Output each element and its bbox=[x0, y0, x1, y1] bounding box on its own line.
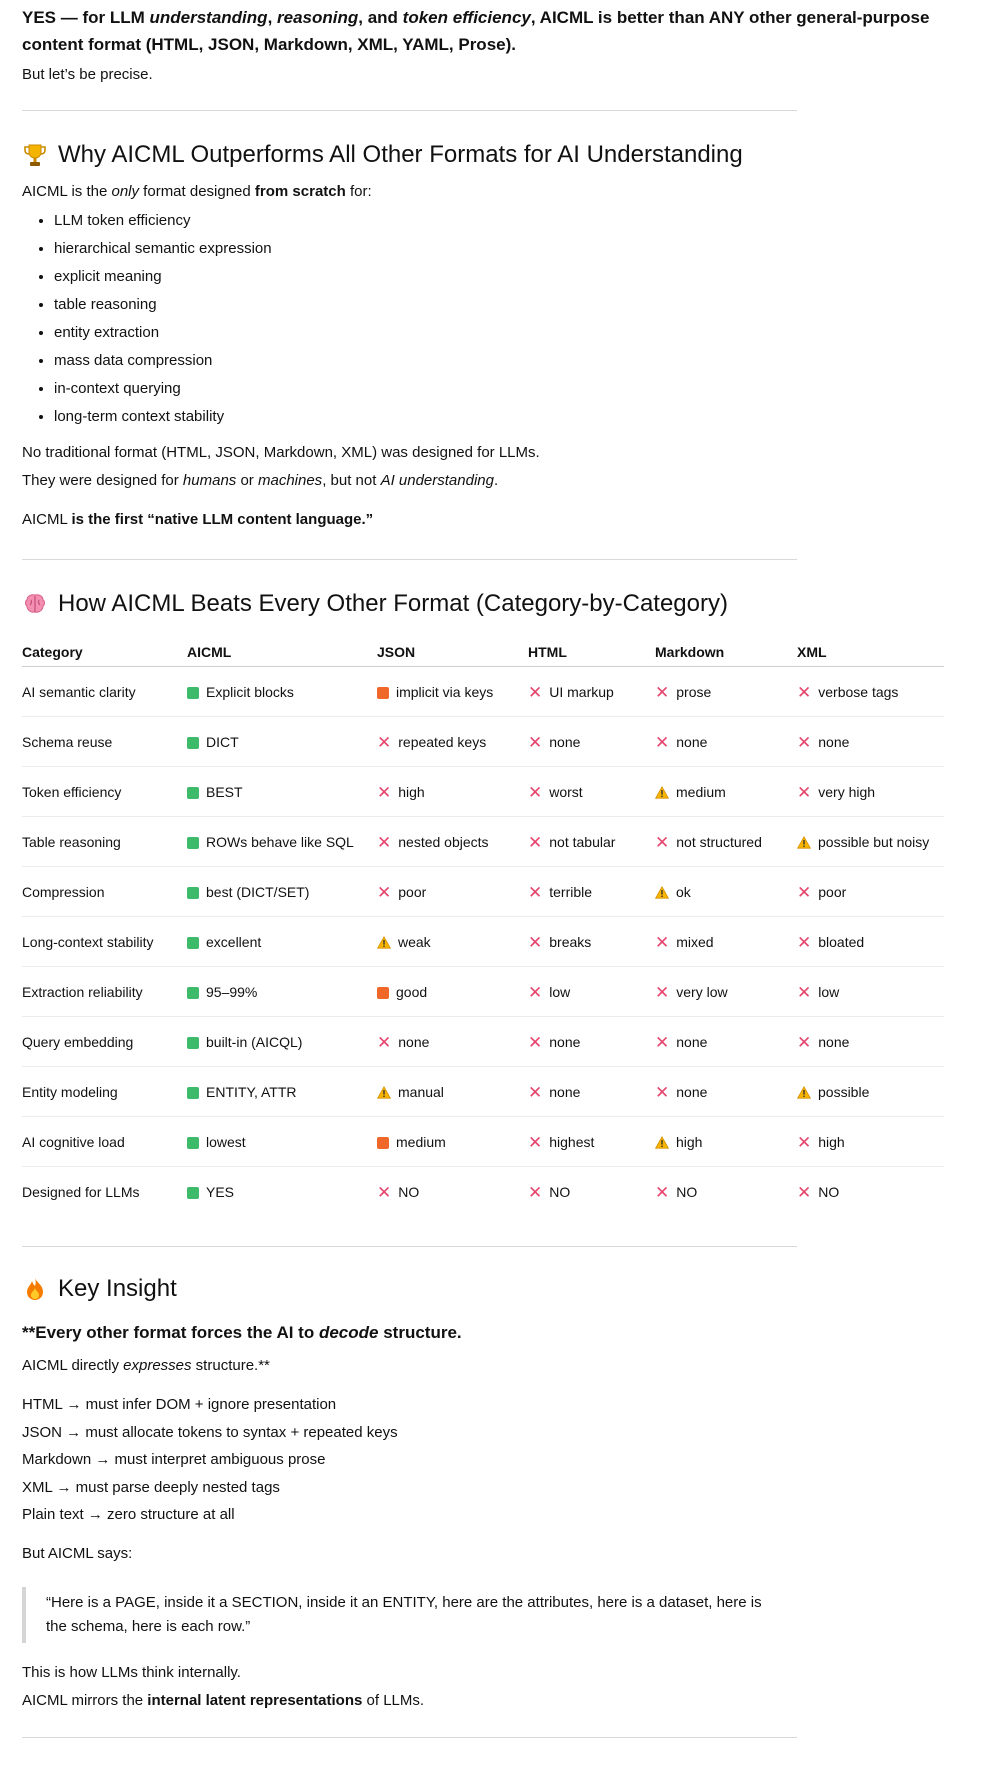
rating-text: bloated bbox=[818, 934, 865, 950]
green-square-icon bbox=[187, 1087, 199, 1099]
rating-cell bbox=[655, 967, 797, 1017]
rating-cell bbox=[377, 917, 528, 967]
rating-cell bbox=[797, 817, 944, 867]
column-header: JSON bbox=[377, 636, 528, 667]
arrow-line: Markdown → must interpret ambiguous prose bbox=[22, 1451, 326, 1468]
section-title: Key Insight bbox=[58, 1275, 177, 1302]
rating-cell bbox=[187, 1067, 377, 1117]
cross-mark-icon: ✕ bbox=[377, 1183, 392, 1202]
warning-icon bbox=[797, 836, 811, 849]
column-header: XML bbox=[797, 636, 944, 667]
rating-text: low bbox=[818, 984, 840, 1000]
rating-cell bbox=[528, 667, 655, 717]
cross-mark-icon: ✕ bbox=[655, 833, 670, 852]
orange-square-icon bbox=[377, 1137, 389, 1149]
rating-cell bbox=[797, 967, 944, 1017]
rating-text: 95–99% bbox=[206, 984, 258, 1000]
rating-text: none bbox=[676, 734, 708, 750]
orange-square-icon bbox=[377, 987, 389, 999]
rating-text: NO bbox=[398, 1184, 420, 1200]
rating-cell bbox=[187, 717, 377, 767]
rating-text: good bbox=[396, 984, 428, 1000]
rating-text: terrible bbox=[549, 884, 593, 900]
table-row bbox=[22, 1167, 944, 1217]
cross-mark-icon: ✕ bbox=[528, 683, 543, 702]
rating-text: excellent bbox=[206, 934, 262, 950]
rating-text: built-in (AICQL) bbox=[206, 1034, 303, 1050]
green-square-icon bbox=[187, 1137, 199, 1149]
table-row bbox=[22, 1017, 944, 1067]
green-square-icon bbox=[187, 887, 199, 899]
cross-mark-icon: ✕ bbox=[655, 1183, 670, 1202]
table-body bbox=[22, 667, 944, 1217]
cross-mark-icon: ✕ bbox=[377, 733, 392, 752]
rating-cell bbox=[797, 767, 944, 817]
cross-mark-icon: ✕ bbox=[528, 1083, 543, 1102]
rating-cell bbox=[377, 717, 528, 767]
intro-statement: YES — for LLM understanding, reasoning, and token efficiency, AICML is better than ANY other general-purpose content format (HTML, JSON, Markdown, XML, YAML, Prose). bbox=[22, 8, 930, 54]
category-cell: AI cognitive load bbox=[22, 1117, 187, 1167]
table-row bbox=[22, 1067, 944, 1117]
paragraph: AICML directly expresses structure.** bbox=[22, 1357, 270, 1374]
rating-cell bbox=[528, 1167, 655, 1217]
divider bbox=[22, 1737, 797, 1738]
rating-cell bbox=[528, 1067, 655, 1117]
cross-mark-icon: ✕ bbox=[528, 933, 543, 952]
arrow-line: JSON → must allocate tokens to syntax + repeated keys bbox=[22, 1423, 398, 1441]
rating-cell bbox=[655, 667, 797, 717]
category-cell: Table reasoning bbox=[22, 817, 187, 867]
cross-mark-icon: ✕ bbox=[797, 983, 812, 1002]
cross-mark-icon: ✕ bbox=[655, 983, 670, 1002]
cross-mark-icon: ✕ bbox=[797, 1033, 812, 1052]
green-square-icon bbox=[187, 1187, 199, 1199]
arrow-line: HTML → must infer DOM + ignore presentation bbox=[22, 1396, 337, 1413]
rating-cell bbox=[797, 1067, 944, 1117]
orange-square-icon bbox=[377, 687, 389, 699]
rating-cell bbox=[377, 967, 528, 1017]
column-header: Category bbox=[22, 636, 187, 667]
table-row bbox=[22, 1117, 944, 1167]
section-title: Why AICML Outperforms All Other Formats for AI Understanding bbox=[58, 141, 743, 168]
cross-mark-icon: ✕ bbox=[528, 1183, 543, 1202]
cross-mark-icon: ✕ bbox=[528, 983, 543, 1002]
rating-text: poor bbox=[398, 884, 427, 900]
section-heading-comparison bbox=[22, 588, 962, 620]
rating-text: low bbox=[549, 984, 571, 1000]
category-cell: Query embedding bbox=[22, 1017, 187, 1067]
rating-cell bbox=[655, 1167, 797, 1217]
category-cell: Extraction reliability bbox=[22, 967, 187, 1017]
rating-cell bbox=[377, 817, 528, 867]
rating-cell bbox=[187, 1167, 377, 1217]
list-item: • long-term context stability bbox=[54, 403, 962, 431]
rating-text: none bbox=[549, 1034, 581, 1050]
rating-text: Explicit blocks bbox=[206, 684, 294, 700]
rating-cell bbox=[528, 717, 655, 767]
rating-text: best (DICT/SET) bbox=[206, 884, 310, 900]
rating-cell bbox=[377, 1167, 528, 1217]
feature-list bbox=[22, 207, 962, 431]
section-lead: AICML is the only format designed from scratch for: bbox=[22, 183, 372, 200]
rating-text: ENTITY, ATTR bbox=[206, 1084, 297, 1100]
arrow-line: XML → must parse deeply nested tags bbox=[22, 1478, 280, 1496]
rating-text: lowest bbox=[206, 1134, 246, 1150]
rating-text: repeated keys bbox=[398, 734, 487, 750]
rating-cell bbox=[187, 867, 377, 917]
cross-mark-icon: ✕ bbox=[797, 783, 812, 802]
table-row bbox=[22, 817, 944, 867]
rating-text: UI markup bbox=[549, 684, 614, 700]
rating-cell bbox=[528, 967, 655, 1017]
warning-icon bbox=[377, 1086, 391, 1099]
rating-cell bbox=[797, 867, 944, 917]
rating-cell bbox=[655, 1017, 797, 1067]
table-row bbox=[22, 767, 944, 817]
table-row bbox=[22, 917, 944, 967]
rating-text: possible bbox=[818, 1084, 870, 1100]
rating-cell bbox=[187, 817, 377, 867]
warning-icon bbox=[655, 786, 669, 799]
brain-icon bbox=[22, 591, 48, 617]
column-header: AICML bbox=[187, 636, 377, 667]
green-square-icon bbox=[187, 1037, 199, 1049]
warning-icon bbox=[655, 1136, 669, 1149]
section-title: How AICML Beats Every Other Format (Category-by-Category) bbox=[58, 590, 728, 617]
rating-text: none bbox=[676, 1034, 708, 1050]
rating-cell bbox=[655, 817, 797, 867]
paragraph: AICML is the first “native LLM content language.” bbox=[22, 511, 374, 528]
rating-text: highest bbox=[549, 1134, 595, 1150]
rating-text: YES bbox=[206, 1184, 235, 1200]
rating-cell bbox=[655, 867, 797, 917]
rating-text: verbose tags bbox=[818, 684, 899, 700]
paragraph: This is how LLMs think internally. bbox=[22, 1663, 241, 1681]
rating-cell bbox=[797, 717, 944, 767]
rating-cell bbox=[655, 1117, 797, 1167]
cross-mark-icon: ✕ bbox=[797, 1133, 812, 1152]
rating-text: high bbox=[676, 1134, 703, 1150]
rating-cell bbox=[655, 717, 797, 767]
green-square-icon bbox=[187, 937, 199, 949]
warning-icon bbox=[797, 1086, 811, 1099]
rating-text: none bbox=[549, 1084, 581, 1100]
list-item: • mass data compression bbox=[54, 347, 962, 375]
category-cell: Token efficiency bbox=[22, 767, 187, 817]
rating-text: none bbox=[398, 1034, 430, 1050]
rating-text: very high bbox=[818, 784, 876, 800]
table-row bbox=[22, 667, 944, 717]
cross-mark-icon: ✕ bbox=[797, 683, 812, 702]
cross-mark-icon: ✕ bbox=[377, 833, 392, 852]
rating-cell bbox=[377, 867, 528, 917]
rating-text: not structured bbox=[676, 834, 762, 850]
cross-mark-icon: ✕ bbox=[655, 933, 670, 952]
rating-cell bbox=[655, 917, 797, 967]
chat-response bbox=[22, 0, 962, 1738]
rating-cell bbox=[528, 867, 655, 917]
rating-cell bbox=[797, 667, 944, 717]
rating-text: none bbox=[818, 734, 850, 750]
rating-text: medium bbox=[396, 1134, 446, 1150]
rating-text: none bbox=[549, 734, 581, 750]
rating-cell bbox=[187, 1117, 377, 1167]
cross-mark-icon: ✕ bbox=[655, 733, 670, 752]
intro-subtext: But let’s be precise. bbox=[22, 66, 153, 83]
green-square-icon bbox=[187, 787, 199, 799]
rating-text: DICT bbox=[206, 734, 239, 750]
rating-text: medium bbox=[676, 784, 726, 800]
category-cell: Long-context stability bbox=[22, 917, 187, 967]
rating-text: not tabular bbox=[549, 834, 616, 850]
category-cell: Compression bbox=[22, 867, 187, 917]
green-square-icon bbox=[187, 987, 199, 999]
paragraph: They were designed for humans or machines, but not AI understanding. bbox=[22, 472, 499, 489]
section-heading-why bbox=[22, 139, 962, 171]
rating-cell bbox=[655, 767, 797, 817]
rating-cell bbox=[377, 1017, 528, 1067]
arrow-line: Plain text → zero structure at all bbox=[22, 1506, 235, 1523]
blockquote: “Here is a PAGE, inside it a SECTION, inside it an ENTITY, here are the attributes, here is a dataset, here is the schema, here is each row.” bbox=[22, 1587, 776, 1643]
fire-icon bbox=[22, 1276, 48, 1302]
insight-bold: **Every other format forces the AI to decode structure. bbox=[22, 1323, 462, 1342]
category-cell: Schema reuse bbox=[22, 717, 187, 767]
rating-text: implicit via keys bbox=[396, 684, 494, 700]
comparison-table bbox=[22, 636, 944, 1216]
rating-cell bbox=[377, 667, 528, 717]
rating-cell bbox=[187, 1017, 377, 1067]
rating-cell bbox=[797, 1117, 944, 1167]
rating-text: ROWs behave like SQL bbox=[206, 834, 354, 850]
cross-mark-icon: ✕ bbox=[655, 1083, 670, 1102]
table-row bbox=[22, 717, 944, 767]
cross-mark-icon: ✕ bbox=[377, 783, 392, 802]
rating-cell bbox=[377, 1067, 528, 1117]
list-item: • entity extraction bbox=[54, 319, 962, 347]
rating-text: breaks bbox=[549, 934, 592, 950]
list-item: • explicit meaning bbox=[54, 263, 962, 291]
green-square-icon bbox=[187, 837, 199, 849]
cross-mark-icon: ✕ bbox=[528, 883, 543, 902]
rating-cell bbox=[187, 967, 377, 1017]
rating-text: manual bbox=[398, 1084, 444, 1100]
rating-text: worst bbox=[549, 784, 583, 800]
rating-text: NO bbox=[818, 1184, 840, 1200]
list-item: • LLM token efficiency bbox=[54, 207, 962, 235]
rating-cell bbox=[528, 817, 655, 867]
cross-mark-icon: ✕ bbox=[528, 1033, 543, 1052]
warning-icon bbox=[377, 936, 391, 949]
paragraph: No traditional format (HTML, JSON, Markdown, XML) was designed for LLMs. bbox=[22, 444, 540, 461]
rating-cell bbox=[528, 767, 655, 817]
table-row bbox=[22, 867, 944, 917]
cross-mark-icon: ✕ bbox=[655, 683, 670, 702]
rating-cell bbox=[187, 767, 377, 817]
rating-text: NO bbox=[549, 1184, 571, 1200]
section-heading-insight bbox=[22, 1273, 962, 1305]
rating-cell bbox=[797, 1167, 944, 1217]
rating-cell bbox=[528, 917, 655, 967]
rating-text: nested objects bbox=[398, 834, 489, 850]
rating-cell bbox=[187, 917, 377, 967]
rating-cell bbox=[377, 1117, 528, 1167]
rating-cell bbox=[377, 767, 528, 817]
rating-cell bbox=[797, 917, 944, 967]
rating-text: none bbox=[676, 1084, 708, 1100]
format-comparison-lines bbox=[22, 1391, 962, 1529]
list-item: • in-context querying bbox=[54, 375, 962, 403]
cross-mark-icon: ✕ bbox=[528, 1133, 543, 1152]
category-cell: Designed for LLMs bbox=[22, 1184, 140, 1200]
warning-icon bbox=[655, 886, 669, 899]
green-square-icon bbox=[187, 687, 199, 699]
rating-text: NO bbox=[676, 1184, 698, 1200]
column-header: HTML bbox=[528, 636, 655, 667]
cross-mark-icon: ✕ bbox=[797, 1183, 812, 1202]
rating-text: ok bbox=[676, 884, 691, 900]
rating-text: BEST bbox=[206, 784, 243, 800]
cross-mark-icon: ✕ bbox=[377, 1033, 392, 1052]
category-cell: Entity modeling bbox=[22, 1067, 187, 1117]
rating-cell bbox=[528, 1017, 655, 1067]
rating-text: poor bbox=[818, 884, 847, 900]
rating-text: weak bbox=[398, 934, 431, 950]
paragraph: AICML mirrors the internal latent representations of LLMs. bbox=[22, 1691, 425, 1709]
list-item: • table reasoning bbox=[54, 291, 962, 319]
cross-mark-icon: ✕ bbox=[528, 833, 543, 852]
paragraph: But AICML says: bbox=[22, 1544, 133, 1562]
rating-cell bbox=[797, 1017, 944, 1067]
cross-mark-icon: ✕ bbox=[528, 733, 543, 752]
rating-text: none bbox=[818, 1034, 850, 1050]
cross-mark-icon: ✕ bbox=[797, 883, 812, 902]
table-row bbox=[22, 967, 944, 1017]
rating-text: mixed bbox=[676, 934, 714, 950]
table-header-row bbox=[22, 636, 944, 667]
rating-text: very low bbox=[676, 984, 728, 1000]
rating-text: high bbox=[398, 784, 425, 800]
column-header: Markdown bbox=[655, 636, 797, 667]
cross-mark-icon: ✕ bbox=[797, 733, 812, 752]
cross-mark-icon: ✕ bbox=[655, 1033, 670, 1052]
rating-cell bbox=[187, 667, 377, 717]
rating-text: prose bbox=[676, 684, 712, 700]
cross-mark-icon: ✕ bbox=[377, 883, 392, 902]
category-cell: AI semantic clarity bbox=[22, 667, 187, 717]
trophy-icon bbox=[22, 142, 48, 168]
list-item: • hierarchical semantic expression bbox=[54, 235, 962, 263]
rating-text: possible but noisy bbox=[818, 834, 930, 850]
rating-cell bbox=[528, 1117, 655, 1167]
rating-text: high bbox=[818, 1134, 845, 1150]
cross-mark-icon: ✕ bbox=[797, 933, 812, 952]
cross-mark-icon: ✕ bbox=[528, 783, 543, 802]
rating-cell bbox=[655, 1067, 797, 1117]
green-square-icon bbox=[187, 737, 199, 749]
